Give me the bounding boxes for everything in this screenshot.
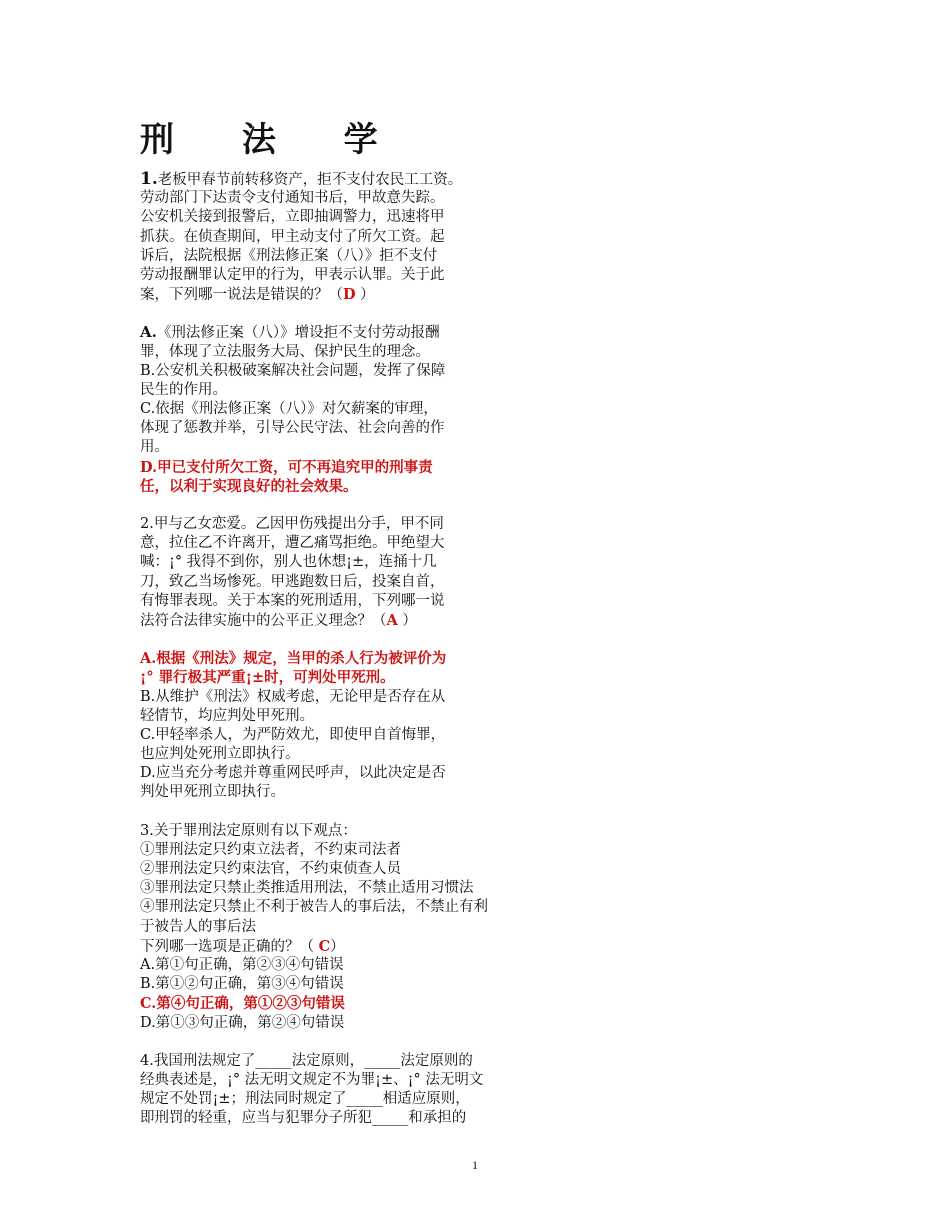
question-1-answer: D <box>343 286 356 304</box>
question-2-option-a-line-2: ¡° 罪行极其严重¡±时，可判处甲死刑。 <box>140 669 395 687</box>
question-1-option-d-line-1: D.甲已支付所欠工资，可不再追究甲的刑事责 <box>140 458 433 476</box>
question-3-option-a: A.第①句正确，第②③④句错误 <box>140 956 344 973</box>
question-1-stem-line-2: 劳动部门下达责令支付通知书后，甲故意失踪。 <box>140 190 445 207</box>
question-3-statement-3: ③罪刑法定只禁止类推适用刑法，不禁止适用习惯法 <box>140 880 474 897</box>
question-1-option-c-line-1: C.依据《刑法修正案（八）》对欠薪案的审理， <box>140 401 438 418</box>
question-1-option-c-line-3: 用。 <box>140 439 169 456</box>
question-2-stem-line-5: 有悔罪表现。关于本案的死刑适用，下列哪一说 <box>140 592 445 609</box>
page-title: 刑 法 学 <box>140 120 406 160</box>
question-3-answer: C <box>318 937 331 955</box>
question-2-option-d-line-1: D.应当充分考虑并尊重网民呼声，以此决定是否 <box>140 765 446 782</box>
question-3-statement-4-cont: 于被告人的事后法 <box>140 918 256 935</box>
question-1-stem-line-1: 1.老板甲春节前转移资产，拒不支付农民工工资。 <box>140 169 463 189</box>
question-2-stem-end: 法符合法律实施中的公平正义理念？（A ） <box>140 611 417 629</box>
question-1-stem-line-6: 劳动报酬罪认定甲的行为，甲表示认罪。关于此 <box>140 266 445 283</box>
question-2-answer: A <box>386 611 398 629</box>
question-2-option-c-line-2: 也应判处死刑立即执行。 <box>140 746 300 763</box>
question-3-statement-4: ④罪刑法定只禁止不利于被告人的事后法，不禁止有利 <box>140 899 488 916</box>
question-1 <box>140 170 560 496</box>
question-3-option-d: D.第①③句正确，第②④句错误 <box>140 1014 345 1031</box>
question-2-option-c-line-1: C.甲轻率杀人，为严防效尤，即使甲自首悔罪， <box>140 726 446 743</box>
question-3-stem-line-1: 3.关于罪刑法定原则有以下观点： <box>140 822 357 839</box>
question-1-stem-line-3: 公安机关接到报警后，立即抽调警力，迅速将甲 <box>140 209 445 226</box>
question-2-stem-line-2: 意，拉住乙不许离开，遭乙痛骂拒绝。甲绝望大 <box>140 535 445 552</box>
question-1-stem-end: 案，下列哪一说法是错误的？（D ） <box>140 286 375 304</box>
question-3-option-b: B.第①②句正确，第③④句错误 <box>140 976 344 993</box>
question-4-line-4: 即刑罚的轻重，应当与犯罪分子所犯_____和承担的 <box>140 1110 467 1127</box>
question-2-option-a-line-1: A.根据《刑法》规定，当甲的杀人行为被评价为 <box>140 650 447 668</box>
question-2-option-d-line-2: 判处甲死刑立即执行。 <box>140 784 285 801</box>
page-number: 1 <box>472 1158 478 1172</box>
question-3-stem-end: 下列哪一选项是正确的？（ C） <box>140 937 345 955</box>
question-2-option-b-line-2: 轻情节，均应判处甲死刑。 <box>140 707 314 724</box>
question-4-line-1: 4.我国刑法规定了_____法定原则，_____法定原则的 <box>140 1052 473 1069</box>
question-1-option-b-line-1: B.公安机关积极破案解决社会问题，发挥了保障 <box>140 362 446 379</box>
question-1-stem-line-5: 诉后，法院根据《刑法修正案（八）》拒不支付 <box>140 247 438 264</box>
question-2-stem-line-3: 喊：¡° 我得不到你，别人也休想¡±，连捅十几 <box>140 554 437 571</box>
question-3-statement-2: ②罪刑法定只约束法官，不约束侦查人员 <box>140 861 401 877</box>
question-3-statement-1: ①罪刑法定只约束立法者，不约束司法者 <box>140 841 401 858</box>
question-content <box>140 170 560 1128</box>
question-2-option-b-line-1: B.从维护《刑法》权威考虑，无论甲是否存在从 <box>140 688 446 705</box>
question-2-stem-line-1: 2.甲与乙女恋爱。乙因甲伤残提出分手，甲不同 <box>140 516 444 532</box>
question-4-line-2: 经典表述是，¡° 法无明文规定不为罪¡±、¡° 法无明文 <box>140 1071 484 1088</box>
question-2-stem-line-4: 刀，致乙当场惨死。甲逃跑数日后，投案自首， <box>140 573 445 590</box>
question-4-line-3: 规定不处罚¡±；刑法同时规定了_____相适应原则， <box>140 1091 470 1108</box>
question-1-option-a-line-2: 罪，体现了立法服务大局、保护民生的理念。 <box>140 343 430 360</box>
question-1-option-d-line-2: 任，以利于实现良好的社会效果。 <box>140 477 358 495</box>
question-3-option-c: C.第④句正确，第①②③句错误 <box>140 995 345 1013</box>
question-1-option-c-line-2: 体现了惩教并举，引导公民守法、社会向善的作 <box>140 420 445 437</box>
question-1-option-a-line-1: A.《刑法修正案（八）》增设拒不支付劳动报酬 <box>140 323 440 342</box>
question-1-option-b-line-2: 民生的作用。 <box>140 381 227 398</box>
question-3 <box>140 822 560 1033</box>
question-4 <box>140 1052 560 1129</box>
question-2 <box>140 515 560 803</box>
question-1-stem-line-4: 抓获。在侦查期间，甲主动支付了所欠工资。起 <box>140 228 445 245</box>
